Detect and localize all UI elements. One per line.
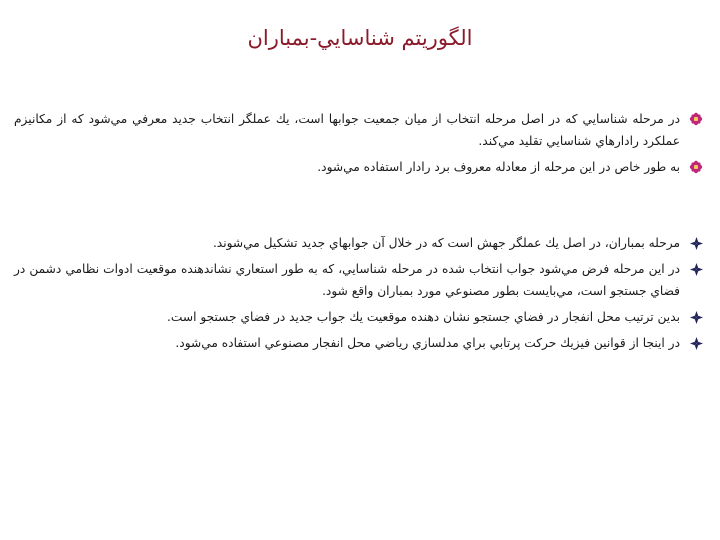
list-item [14,332,706,354]
flower-bullet-icon [688,111,704,127]
diamond-bullet-icon [688,335,704,351]
item-text: مرحله بمباران، در اصل يك عملگر جهش است كه در خلال آن جوابهاي جديد تشكيل مي‌شوند. [212,236,680,250]
item-text: در مرحله شناسايي كه در اصل مرحله انتخاب از ميان جمعيت جوابها است، يك عملگر انتخاب جديد معرفي مي‌شود كه از مكانيزم عملكرد رادارهاي شناسايي تقليد مي‌كند. [14,112,680,148]
list-item [14,258,706,302]
diamond-bullet-icon [688,235,704,251]
section-identification [14,108,706,182]
diamond-bullet-icon [688,309,704,325]
diamond-bullet-icon [688,261,704,277]
item-text: به طور خاص در اين مرحله از معادله معروف برد رادار استفاده مي‌شود. [317,160,680,174]
list-item [14,232,706,254]
item-text: بدين ترتيب محل انفجار در فضاي جستجو نشان دهنده موقعيت يك جواب جديد در فضاي جستجو است. [167,310,680,324]
list-item [14,108,706,152]
list-item [14,156,706,178]
item-text: در اينجا از قوانين فيزيك حركت پرتابي براي مدلسازي رياضي محل انفجار مصنوعي استفاده مي‌شود. [175,336,680,350]
list-item [14,306,706,328]
flower-bullet-icon [688,159,704,175]
section-bombardment [14,232,706,358]
item-text: در اين مرحله فرض مي‌شود جواب انتخاب شده در مرحله شناسايي، كه به طور استعاري نشاندهنده موقعيت ادوات نظامي دشمن در فضاي جستجو است، مي‌بايست بطور مصنوعي مورد بمباران واقع شود. [14,262,680,298]
slide-title: الگوريتم شناسايي-بمباران [247,26,473,50]
